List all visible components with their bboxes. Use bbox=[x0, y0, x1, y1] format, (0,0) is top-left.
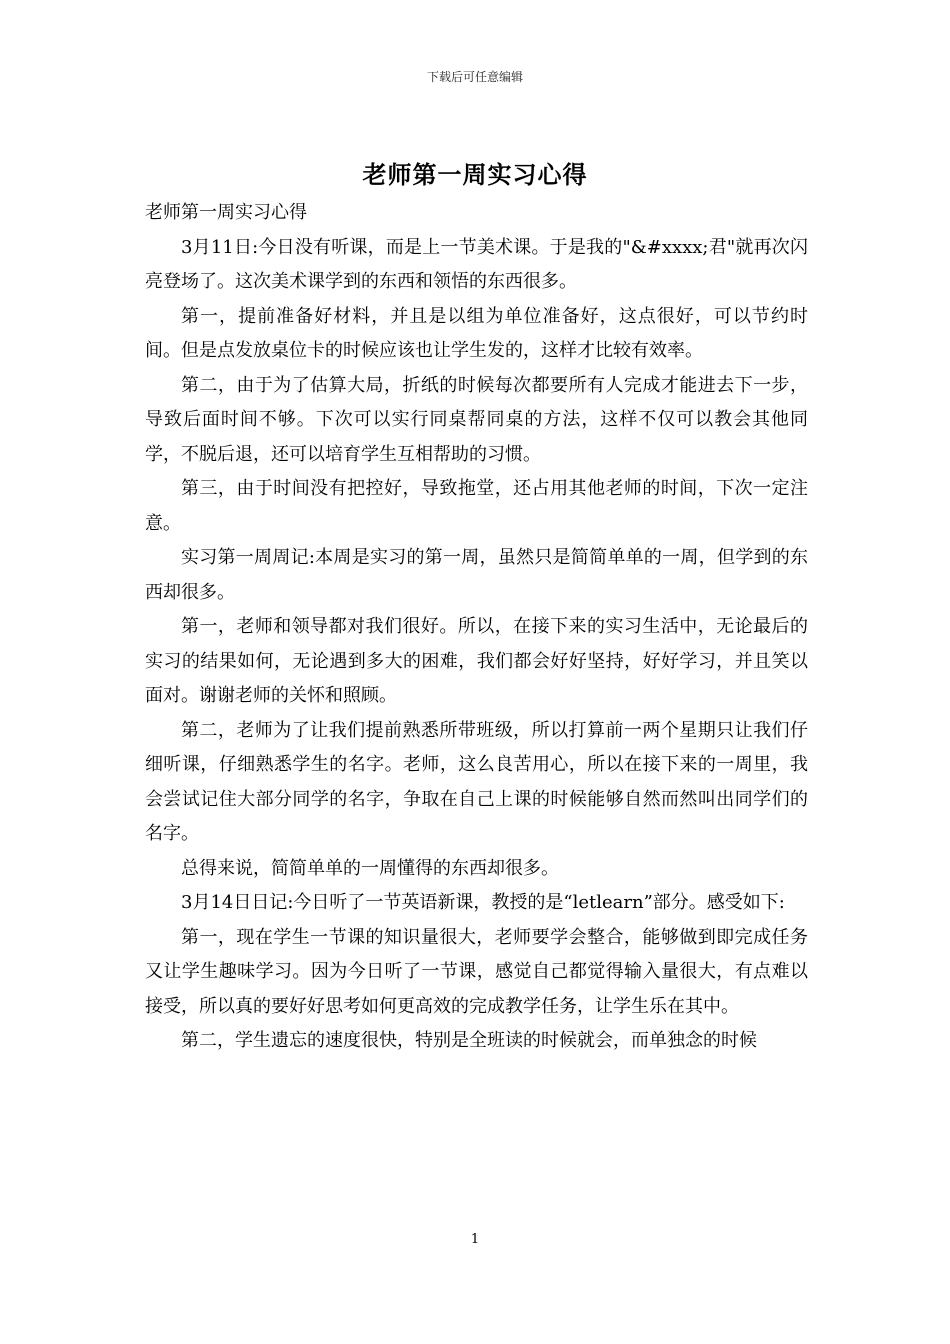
page-number: 1 bbox=[470, 1232, 480, 1247]
document-body bbox=[145, 196, 808, 1059]
paragraph: 3月11日:今日没有听课，而是上一节美术课。于是我的"&#xxxx;君"就再次闪亮登场了。这次美术课学到的东西和领悟的东西很多。 bbox=[145, 236, 808, 292]
paragraph: 第一，老师和领导都对我们很好。所以，在接下来的实习生活中，无论最后的实习的结果如何，无论遇到多大的困难，我们都会好好坚持，好好学习，并且笑以面对。谢谢老师的关怀和照顾。 bbox=[145, 616, 808, 706]
paragraph: 3月14日日记:今日听了一节英语新课，教授的是“letlearn”部分。感受如下: bbox=[181, 892, 785, 913]
document-title: 老师第一周实习心得 bbox=[362, 160, 588, 189]
paragraph: 第二，老师为了让我们提前熟悉所带班级，所以打算前一两个星期只让我们仔细听课，仔细熟悉学生的名字。老师，这么良苦用心，所以在接下来的一周里，我会尝试记住大部分同学的名字，争取在自己上课的时候能够自然而然叫出同学们的名字。 bbox=[145, 719, 808, 844]
paragraph: 第一，现在学生一节课的知识量很大，老师要学会整合，能够做到即完成任务又让学生趣味学习。因为今日听了一节课，感觉自己都觉得输入量很大，有点难以接受，所以真的要好好思考如何更高效的完成教学任务，让学生乐在其中。 bbox=[145, 926, 808, 1017]
paragraph: 第三，由于时间没有把控好，导致拖堂，还占用其他老师的时间，下次一定注意。 bbox=[145, 478, 808, 534]
paragraph: 第一，提前准备好材料，并且是以组为单位准备好，这点很好，可以节约时间。但是点发放桌位卡的时候应该也让学生发的，这样才比较有效率。 bbox=[145, 305, 808, 361]
header-note: 下载后可任意编辑 bbox=[426, 70, 523, 84]
paragraph: 实习第一周周记:本周是实习的第一周，虽然只是简简单单的一周，但学到的东西却很多。 bbox=[145, 547, 808, 603]
paragraph: 第二，由于为了估算大局，折纸的时候每次都要所有人完成才能进去下一步，导致后面时间不够。下次可以实行同桌帮同桌的方法，这样不仅可以教会其他同学，不脱后退，还可以培育学生互相帮助的习惯。 bbox=[145, 374, 808, 465]
paragraph: 老师第一周实习心得 bbox=[145, 202, 307, 223]
paragraph: 总得来说，简简单单的一周懂得的东西却很多。 bbox=[181, 857, 559, 879]
paragraph: 第二，学生遗忘的速度很快，特别是全班读的时候就会，而单独念的时候 bbox=[181, 1030, 757, 1051]
